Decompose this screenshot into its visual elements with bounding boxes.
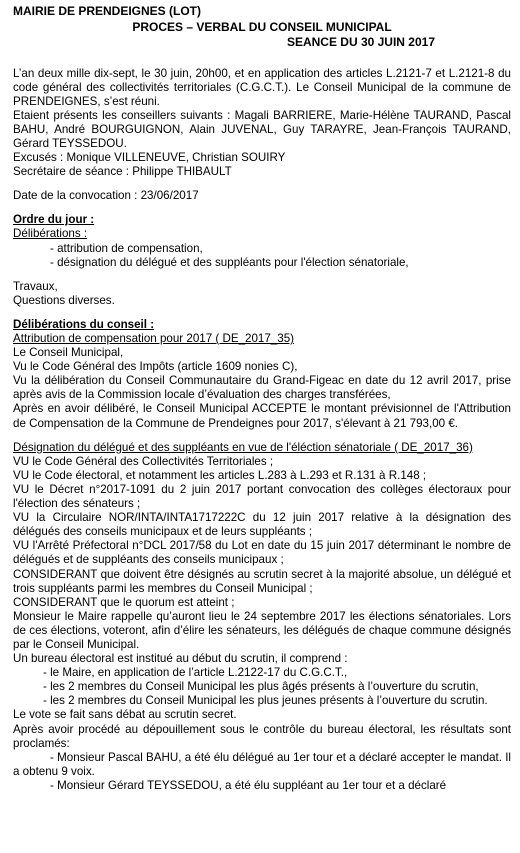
ordre-travaux: Travaux,: [13, 279, 58, 293]
designation-paragraph: CONSIDERANT que le quorum est atteint ;: [13, 595, 235, 609]
designation-paragraph: Un bureau électoral est institué au début du scrutin, il comprend :: [13, 652, 348, 666]
designation-paragraph: VU la Circulaire NOR/INTA/INTA1717222C du 12 juin 2017 relative à la désignation des délégués des conseils municipaux et de leurs suppléants ;: [13, 511, 511, 539]
designation-result: - Monsieur Gérard TEYSSEDOU, a été élu suppléant au 1er tour et a déclaré: [50, 778, 447, 792]
seance-date: SEANCE DU 30 JUIN 2017: [286, 35, 435, 49]
ordre-item: - attribution de compensation,: [50, 241, 203, 255]
designation-paragraph: VU l'Arrêté Préfectoral n°DCL 2017/58 du Lot en date du 15 juin 2017 déterminant le nombre de délégués et de suppléants des conseils municipaux ;: [13, 539, 511, 567]
intro-secretaire: Secrétaire de séance : Philippe THIBAULT: [13, 165, 232, 179]
ordre-deliberations-label: Délibérations :: [13, 227, 88, 241]
ordre-heading: Ordre du jour :: [13, 213, 95, 227]
intro-excuses: Excusés : Monique VILLENEUVE, Christian SOUIRY: [13, 151, 286, 165]
bureau-member: - les 2 membres du Conseil Municipal les plus âgés présents à l’ouverture du scrutin,: [43, 680, 479, 694]
designation-proclamation: Après avoir procédé au dépouillement sous le contrôle du bureau électoral, les résultats sont proclamés:: [13, 722, 511, 750]
intro-opening: L’an deux mille dix-sept, le 30 juin, 20h00, et en application des articles L.2121-7 et L.2121-8 du code général des collectivités territoriales (C.G.C.T.). Le Conseil Municipal de la commune de PRENDEIGNES, s’est réuni.: [13, 66, 511, 108]
designation-result: - Monsieur Pascal BAHU, a été élu délégué au 1er tour et a déclaré accepter le mandat. Il a obtenu 9 voix.: [13, 750, 511, 778]
attribution-line: Vu le Code Général des Impôts (article 1609 nonies C),: [13, 360, 298, 374]
attribution-line: Le Conseil Municipal,: [13, 346, 124, 360]
mairie-heading: MAIRIE DE PRENDEIGNES (LOT): [13, 4, 202, 18]
bureau-member: - le Maire, en application de l’article L.2122-17 du C.G.C.T.,: [43, 666, 348, 680]
attribution-vu-deliberation: Vu la délibération du Conseil Communautaire du Grand-Figeac en date du 12 avril 2017, prise après avis de la Commission locale d’évaluation des charges transférées,: [13, 374, 511, 402]
designation-paragraph: CONSIDERANT que doivent être désignés au scrutin secret à la majorité absolue, un délégué et trois suppléants parmi les membres du Conseil Municipal ;: [13, 567, 511, 595]
designation-paragraph: VU le Code Général des Collectivités Territoriales ;: [13, 454, 274, 468]
ordre-item: - désignation du délégué et des suppléants pour l'élection sénatoriale,: [50, 255, 409, 269]
designation-paragraph: VU le Code électoral, et notamment les articles L.283 à L.293 et R.131 à R.148 ;: [13, 468, 427, 482]
attribution-title: Attribution de compensation pour 2017 ( DE_2017_35): [13, 332, 295, 345]
intro-presents: Etaient présents les conseillers suivants : Magali BARRIERE, Marie-Hélène TAURAND, Pascal BAHU, André BOURGUIGNON, Alain JUVENAL, Guy TARAYRE, Jean-François TAURAND, Gérard TEYSSEDOU.: [13, 108, 511, 150]
intro-convocation: Date de la convocation : 23/06/2017: [13, 189, 199, 203]
designation-paragraph: Monsieur le Maire rappelle qu’auront lieu le 24 septembre 2017 les élections sénatoriales. Lors de ces élections, voteront, afin d’élire les sénateurs, les délégués de chaque commune désignés par le Conseil Municipal.: [13, 609, 511, 651]
document-title: PROCES – VERBAL DU CONSEIL MUNICIPAL: [132, 19, 392, 34]
designation-vote: Le vote se fait sans débat au scrutin secret.: [13, 708, 237, 722]
designation-paragraph: VU le Décret n°2017-1091 du 2 juin 2017 portant convocation des collèges électoraux pour l'élection des sénateurs ;: [13, 482, 511, 511]
ordre-questions: Questions diverses.: [13, 293, 115, 307]
deliberations-heading: Délibérations du conseil :: [13, 317, 155, 331]
bureau-member: - les 2 membres du Conseil Municipal les plus jeunes présents à l’ouverture du scrutin.: [43, 694, 488, 708]
attribution-decision: Après en avoir délibéré, le Conseil Municipal ACCEPTE le montant prévisionnel de l'Attribution de Compensation de la Commune de Prendeignes pour 2017, s'élevant à 21 793,00 €.: [13, 402, 511, 430]
designation-title: Désignation du délégué et des suppléants en vue de l'éléction sénatoriale ( DE_2017_36): [13, 440, 473, 454]
